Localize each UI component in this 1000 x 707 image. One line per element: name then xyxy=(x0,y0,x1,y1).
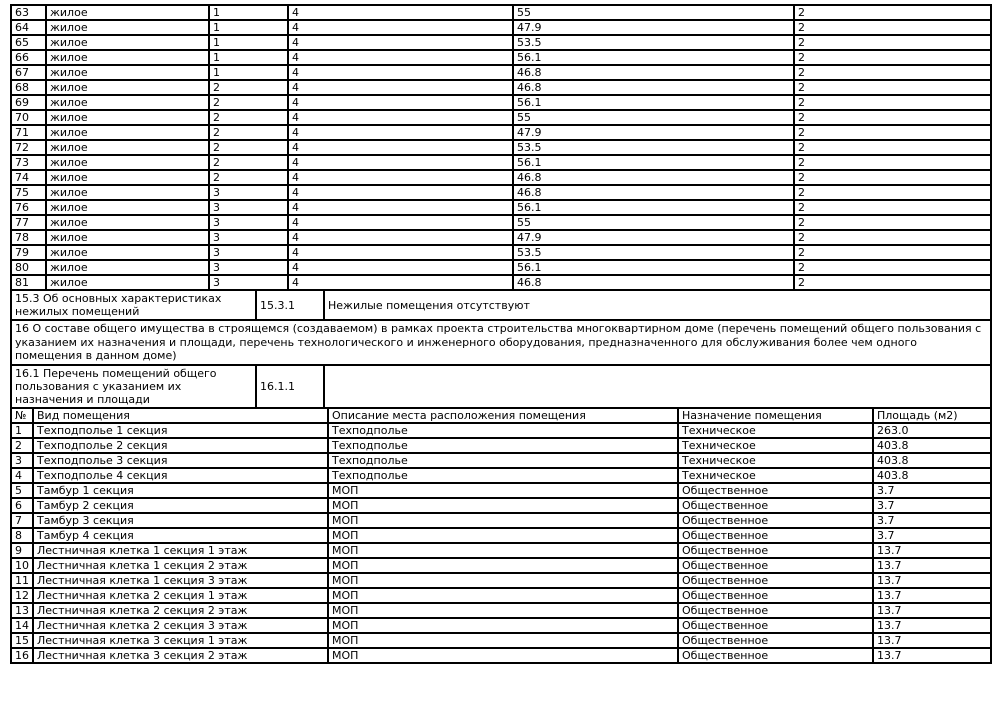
section-16-1-label: 16.1 Перечень помещений общего пользования с указанием их назначения и площади xyxy=(11,365,256,408)
table-cell: 3.7 xyxy=(873,513,991,528)
table-cell: 2 xyxy=(794,200,991,215)
table-cell: 3 xyxy=(209,185,288,200)
table-cell: 80 xyxy=(11,260,46,275)
table-cell: 55 xyxy=(513,5,794,20)
table-cell: 74 xyxy=(11,170,46,185)
table-row xyxy=(11,230,991,245)
table-cell: 77 xyxy=(11,215,46,230)
table-cell: 5 xyxy=(11,483,33,498)
table-cell: 2 xyxy=(209,170,288,185)
table-cell: Лестничная клетка 2 секция 3 этаж xyxy=(33,618,328,633)
table-cell: Общественное xyxy=(678,513,873,528)
table-cell: 4 xyxy=(288,230,513,245)
table-cell: 46.8 xyxy=(513,185,794,200)
table-cell: жилое xyxy=(46,80,209,95)
table-cell: 263.0 xyxy=(873,423,991,438)
table-cell: жилое xyxy=(46,245,209,260)
table-cell: 46.8 xyxy=(513,80,794,95)
section-16-row xyxy=(10,319,992,366)
table-cell: 2 xyxy=(209,95,288,110)
table-cell: Лестничная клетка 1 секция 3 этаж xyxy=(33,573,328,588)
table-cell: 68 xyxy=(11,80,46,95)
table-cell: Общественное xyxy=(678,543,873,558)
table-row xyxy=(11,35,991,50)
section-16-1-row xyxy=(10,364,992,409)
table-cell: Общественное xyxy=(678,558,873,573)
table-cell: жилое xyxy=(46,50,209,65)
table-cell: 53.5 xyxy=(513,140,794,155)
table-cell: 47.9 xyxy=(513,125,794,140)
table-cell: жилое xyxy=(46,20,209,35)
table-cell: 4 xyxy=(288,155,513,170)
table-cell: жилое xyxy=(46,155,209,170)
section-16-1-code: 16.1.1 xyxy=(256,365,324,408)
section-15-3-label: 15.3 Об основных характеристиках нежилых помещений xyxy=(11,290,256,320)
table-cell: жилое xyxy=(46,125,209,140)
table-row xyxy=(11,408,991,423)
table-cell: МОП xyxy=(328,498,678,513)
table-cell: Техподполье 4 секция xyxy=(33,468,328,483)
table-cell: 2 xyxy=(209,80,288,95)
table-cell: Общественное xyxy=(678,483,873,498)
table-row xyxy=(11,290,991,320)
table-cell: МОП xyxy=(328,543,678,558)
table-row xyxy=(11,245,991,260)
table-row xyxy=(11,543,991,558)
table-cell: 11 xyxy=(11,573,33,588)
premises-header-location: Описание места расположения помещения xyxy=(328,408,678,423)
table-cell: 3 xyxy=(11,453,33,468)
table-cell: 4 xyxy=(288,275,513,290)
table-cell: 3 xyxy=(209,245,288,260)
table-cell: 4 xyxy=(288,65,513,80)
table-cell: 4 xyxy=(11,468,33,483)
table-cell: 15 xyxy=(11,633,33,648)
table-cell: 2 xyxy=(794,170,991,185)
table-cell: 3 xyxy=(209,260,288,275)
table-row xyxy=(11,558,991,573)
table-cell: 2 xyxy=(794,140,991,155)
table-cell: МОП xyxy=(328,633,678,648)
table-cell: Общественное xyxy=(678,618,873,633)
table-cell: 2 xyxy=(209,110,288,125)
table-cell: Лестничная клетка 3 секция 1 этаж xyxy=(33,633,328,648)
table-row xyxy=(11,453,991,468)
table-cell: 2 xyxy=(794,185,991,200)
table-cell: 403.8 xyxy=(873,468,991,483)
table-cell: жилое xyxy=(46,65,209,80)
table-row xyxy=(11,573,991,588)
premises-header-area: Площадь (м2) xyxy=(873,408,991,423)
table-cell: 56.1 xyxy=(513,200,794,215)
table-cell: Общественное xyxy=(678,648,873,663)
table-cell: 55 xyxy=(513,215,794,230)
table-cell: Техническое xyxy=(678,468,873,483)
table-cell: 13.7 xyxy=(873,588,991,603)
table-row xyxy=(11,5,991,20)
table-cell: МОП xyxy=(328,528,678,543)
table-cell: МОП xyxy=(328,573,678,588)
table-cell: 7 xyxy=(11,513,33,528)
table-cell: Техподполье xyxy=(328,468,678,483)
table-row xyxy=(11,618,991,633)
table-cell: МОП xyxy=(328,588,678,603)
table-cell: 2 xyxy=(794,20,991,35)
table-cell: 56.1 xyxy=(513,155,794,170)
table-cell: 53.5 xyxy=(513,35,794,50)
premises-header-purpose: Назначение помещения xyxy=(678,408,873,423)
table-cell: Техническое xyxy=(678,453,873,468)
table-cell: Тамбур 2 секция xyxy=(33,498,328,513)
table-cell: Лестничная клетка 3 секция 2 этаж xyxy=(33,648,328,663)
table-cell: МОП xyxy=(328,513,678,528)
table-cell: Техподполье 2 секция xyxy=(33,438,328,453)
table-cell: 66 xyxy=(11,50,46,65)
premises-table-header xyxy=(11,408,991,423)
table-cell: 13.7 xyxy=(873,618,991,633)
table-cell: 2 xyxy=(794,95,991,110)
table-cell: 13.7 xyxy=(873,573,991,588)
table-row xyxy=(11,170,991,185)
table-cell: 1 xyxy=(209,35,288,50)
table-cell: Общественное xyxy=(678,498,873,513)
table-cell: 6 xyxy=(11,498,33,513)
table-cell: Техподполье xyxy=(328,453,678,468)
table-row xyxy=(11,275,991,290)
section-15-3-row xyxy=(10,289,992,321)
table-cell: 1 xyxy=(209,20,288,35)
table-cell: жилое xyxy=(46,140,209,155)
table-cell: 2 xyxy=(11,438,33,453)
table-row xyxy=(11,603,991,618)
table-cell: 12 xyxy=(11,588,33,603)
table-cell: 4 xyxy=(288,215,513,230)
table-cell: 4 xyxy=(288,5,513,20)
table-cell: жилое xyxy=(46,5,209,20)
section-16-text: 16 О составе общего имущества в строящемся (создаваемом) в рамках проекта строительства многоквартирном доме (перечень помещений общего пользования с указанием их назначения и площади, перечень технологического и инженерного оборудования, предназначенного для обслуживания более чем одного помещения в данном доме) xyxy=(11,320,991,365)
table-cell: 2 xyxy=(794,245,991,260)
table-cell: 8 xyxy=(11,528,33,543)
table-cell: жилое xyxy=(46,110,209,125)
table-row xyxy=(11,20,991,35)
table-cell: жилое xyxy=(46,170,209,185)
table-cell: 2 xyxy=(794,110,991,125)
table-cell: 63 xyxy=(11,5,46,20)
apartments-table-body xyxy=(11,5,991,290)
table-cell: Техподполье 1 секция xyxy=(33,423,328,438)
table-row xyxy=(11,365,991,408)
table-row xyxy=(11,498,991,513)
table-cell: 4 xyxy=(288,125,513,140)
apartments-table xyxy=(10,4,992,291)
table-cell: 56.1 xyxy=(513,95,794,110)
table-cell: Тамбур 1 секция xyxy=(33,483,328,498)
table-row xyxy=(11,215,991,230)
table-cell: Общественное xyxy=(678,528,873,543)
table-cell: 13.7 xyxy=(873,633,991,648)
table-cell: жилое xyxy=(46,275,209,290)
table-row xyxy=(11,438,991,453)
table-row xyxy=(11,95,991,110)
table-cell: Техподполье xyxy=(328,438,678,453)
table-cell: 81 xyxy=(11,275,46,290)
table-cell: 2 xyxy=(209,155,288,170)
table-cell: 65 xyxy=(11,35,46,50)
table-cell: 76 xyxy=(11,200,46,215)
table-row xyxy=(11,80,991,95)
table-row xyxy=(11,468,991,483)
table-cell: 13 xyxy=(11,603,33,618)
table-cell: 75 xyxy=(11,185,46,200)
premises-table xyxy=(10,407,992,664)
table-cell: жилое xyxy=(46,230,209,245)
table-cell: 2 xyxy=(794,80,991,95)
table-cell: 4 xyxy=(288,200,513,215)
table-cell: 13.7 xyxy=(873,558,991,573)
table-cell: 46.8 xyxy=(513,65,794,80)
table-cell: МОП xyxy=(328,603,678,618)
table-cell: 4 xyxy=(288,95,513,110)
table-cell: жилое xyxy=(46,95,209,110)
premises-header-number: № xyxy=(11,408,33,423)
table-cell: 56.1 xyxy=(513,260,794,275)
table-cell: Общественное xyxy=(678,573,873,588)
table-cell: 4 xyxy=(288,245,513,260)
table-cell: 10 xyxy=(11,558,33,573)
table-cell: 47.9 xyxy=(513,20,794,35)
table-cell: 3.7 xyxy=(873,498,991,513)
table-row xyxy=(11,185,991,200)
table-cell: Тамбур 4 секция xyxy=(33,528,328,543)
table-row xyxy=(11,513,991,528)
table-cell: 1 xyxy=(209,50,288,65)
table-cell: жилое xyxy=(46,215,209,230)
section-16-1-value xyxy=(324,365,991,408)
table-cell: 13.7 xyxy=(873,603,991,618)
table-row xyxy=(11,50,991,65)
table-cell: 4 xyxy=(288,50,513,65)
table-cell: 1 xyxy=(209,65,288,80)
table-row xyxy=(11,633,991,648)
table-cell: 47.9 xyxy=(513,230,794,245)
table-row xyxy=(11,110,991,125)
section-15-3-code: 15.3.1 xyxy=(256,290,324,320)
table-cell: 4 xyxy=(288,170,513,185)
table-cell: 2 xyxy=(794,50,991,65)
table-cell: 1 xyxy=(11,423,33,438)
table-cell: 4 xyxy=(288,140,513,155)
table-row xyxy=(11,423,991,438)
table-cell: Общественное xyxy=(678,633,873,648)
table-cell: 53.5 xyxy=(513,245,794,260)
table-row xyxy=(11,483,991,498)
table-cell: 2 xyxy=(209,140,288,155)
table-cell: 2 xyxy=(209,125,288,140)
premises-header-kind: Вид помещения xyxy=(33,408,328,423)
table-row xyxy=(11,125,991,140)
table-cell: 13.7 xyxy=(873,543,991,558)
table-cell: Лестничная клетка 1 секция 2 этаж xyxy=(33,558,328,573)
table-cell: МОП xyxy=(328,618,678,633)
table-row xyxy=(11,588,991,603)
table-cell: 46.8 xyxy=(513,170,794,185)
table-cell: 55 xyxy=(513,110,794,125)
premises-table-body xyxy=(11,423,991,663)
table-cell: Техподполье 3 секция xyxy=(33,453,328,468)
table-cell: Тамбур 3 секция xyxy=(33,513,328,528)
table-cell: жилое xyxy=(46,185,209,200)
table-cell: 78 xyxy=(11,230,46,245)
table-row xyxy=(11,200,991,215)
table-cell: 4 xyxy=(288,185,513,200)
table-cell: 64 xyxy=(11,20,46,35)
table-cell: 46.8 xyxy=(513,275,794,290)
table-cell: жилое xyxy=(46,35,209,50)
table-row xyxy=(11,648,991,663)
table-cell: жилое xyxy=(46,260,209,275)
table-cell: 4 xyxy=(288,20,513,35)
table-cell: МОП xyxy=(328,558,678,573)
table-cell: 403.8 xyxy=(873,438,991,453)
table-cell: 69 xyxy=(11,95,46,110)
table-row xyxy=(11,528,991,543)
table-cell: 67 xyxy=(11,65,46,80)
table-cell: 3 xyxy=(209,230,288,245)
table-cell: 2 xyxy=(794,215,991,230)
table-cell: 3 xyxy=(209,200,288,215)
table-cell: 2 xyxy=(794,230,991,245)
table-cell: 70 xyxy=(11,110,46,125)
table-cell: 16 xyxy=(11,648,33,663)
table-cell: 2 xyxy=(794,155,991,170)
table-cell: 2 xyxy=(794,275,991,290)
table-row xyxy=(11,65,991,80)
table-row xyxy=(11,140,991,155)
table-cell: 3.7 xyxy=(873,528,991,543)
table-cell: 1 xyxy=(209,5,288,20)
table-cell: 2 xyxy=(794,260,991,275)
table-cell: Техническое xyxy=(678,438,873,453)
table-cell: 4 xyxy=(288,35,513,50)
table-cell: 79 xyxy=(11,245,46,260)
table-cell: Лестничная клетка 2 секция 1 этаж xyxy=(33,588,328,603)
table-cell: 2 xyxy=(794,125,991,140)
table-cell: 9 xyxy=(11,543,33,558)
table-cell: Техническое xyxy=(678,423,873,438)
table-cell: 403.8 xyxy=(873,453,991,468)
table-cell: Лестничная клетка 1 секция 1 этаж xyxy=(33,543,328,558)
table-cell: 56.1 xyxy=(513,50,794,65)
table-cell: 2 xyxy=(794,5,991,20)
table-cell: Лестничная клетка 2 секция 2 этаж xyxy=(33,603,328,618)
table-cell: 72 xyxy=(11,140,46,155)
table-cell: 3 xyxy=(209,275,288,290)
table-row xyxy=(11,320,991,365)
table-cell: 14 xyxy=(11,618,33,633)
table-cell: 3.7 xyxy=(873,483,991,498)
table-cell: МОП xyxy=(328,648,678,663)
table-cell: Техподполье xyxy=(328,423,678,438)
table-cell: 2 xyxy=(794,65,991,80)
table-cell: Общественное xyxy=(678,603,873,618)
table-cell: 4 xyxy=(288,260,513,275)
section-15-3-value: Нежилые помещения отсутствуют xyxy=(324,290,991,320)
table-cell: 73 xyxy=(11,155,46,170)
table-row xyxy=(11,155,991,170)
table-cell: МОП xyxy=(328,483,678,498)
table-cell: 71 xyxy=(11,125,46,140)
table-cell: 2 xyxy=(794,35,991,50)
table-cell: 4 xyxy=(288,110,513,125)
table-cell: жилое xyxy=(46,200,209,215)
table-cell: 4 xyxy=(288,80,513,95)
table-cell: Общественное xyxy=(678,588,873,603)
table-cell: 3 xyxy=(209,215,288,230)
table-cell: 13.7 xyxy=(873,648,991,663)
table-row xyxy=(11,260,991,275)
